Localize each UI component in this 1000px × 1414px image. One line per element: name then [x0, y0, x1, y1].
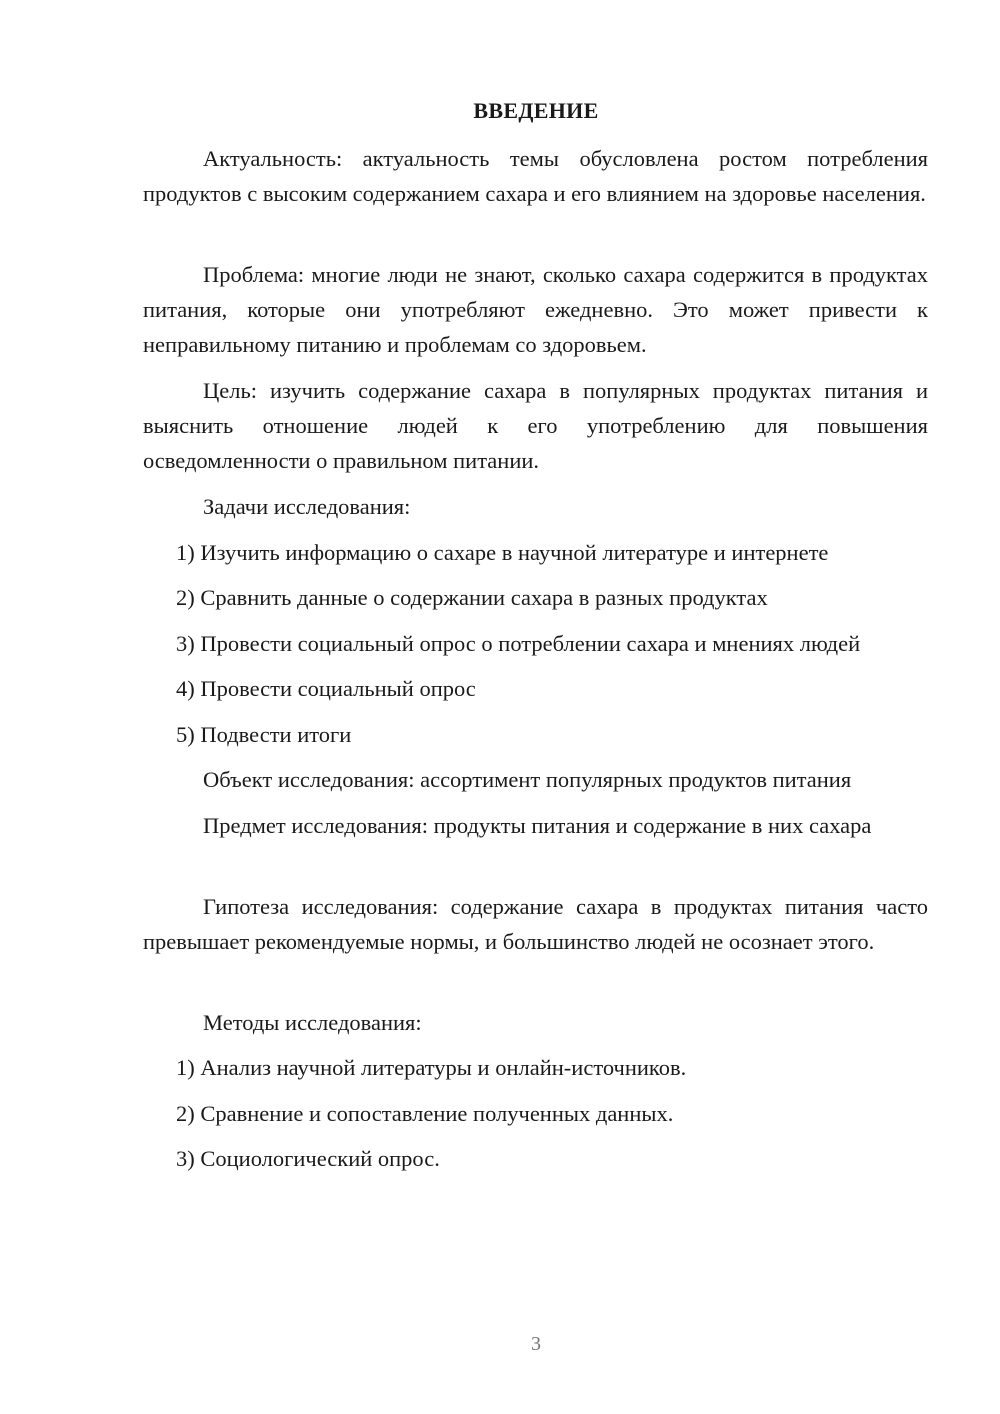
tasks-heading: Задачи исследования:	[203, 494, 411, 519]
object-paragraph: Объект исследования: ассортимент популярных продуктов питания	[203, 767, 852, 792]
actuality-paragraph: Актуальность: актуальность темы обусловлена ростом потребления продуктов с высоким содержанием сахара и его влиянием на здоровье населения.	[143, 146, 928, 206]
task-item: 1) Изучить информацию о сахаре в научной литературе и интернете	[176, 540, 829, 565]
task-item: 4) Провести социальный опрос	[176, 676, 476, 701]
hypothesis-paragraph: Гипотеза исследования: содержание сахара в продуктах питания часто превышает рекомендуемые нормы, и большинство людей не осознает этого.	[143, 894, 928, 954]
subject-paragraph: Предмет исследования: продукты питания и содержание в них сахара	[203, 813, 872, 838]
method-item: 2) Сравнение и сопоставление полученных данных.	[176, 1101, 674, 1126]
page-title: ВВЕДЕНИЕ	[473, 98, 599, 123]
goal-paragraph: Цель: изучить содержание сахара в популярных продуктах питания и выяснить отношение людей к его употреблению для повышения осведомленности о правильном питании.	[143, 378, 928, 473]
task-item: 2) Сравнить данные о содержании сахара в разных продуктах	[176, 585, 768, 610]
problem-paragraph: Проблема: многие люди не знают, сколько сахара содержится в продуктах питания, которые они употребляют ежедневно. Это может привести к неправильному питанию и проблемам со здоровьем.	[143, 262, 928, 357]
method-item: 1) Анализ научной литературы и онлайн-источников.	[176, 1055, 687, 1080]
method-item: 3) Социологический опрос.	[176, 1146, 440, 1171]
task-item: 5) Подвести итоги	[176, 722, 352, 747]
page-number: 3	[531, 1333, 541, 1355]
task-item: 3) Провести социальный опрос о потреблении сахара и мнениях людей	[176, 631, 861, 656]
methods-heading: Методы исследования:	[203, 1010, 422, 1035]
